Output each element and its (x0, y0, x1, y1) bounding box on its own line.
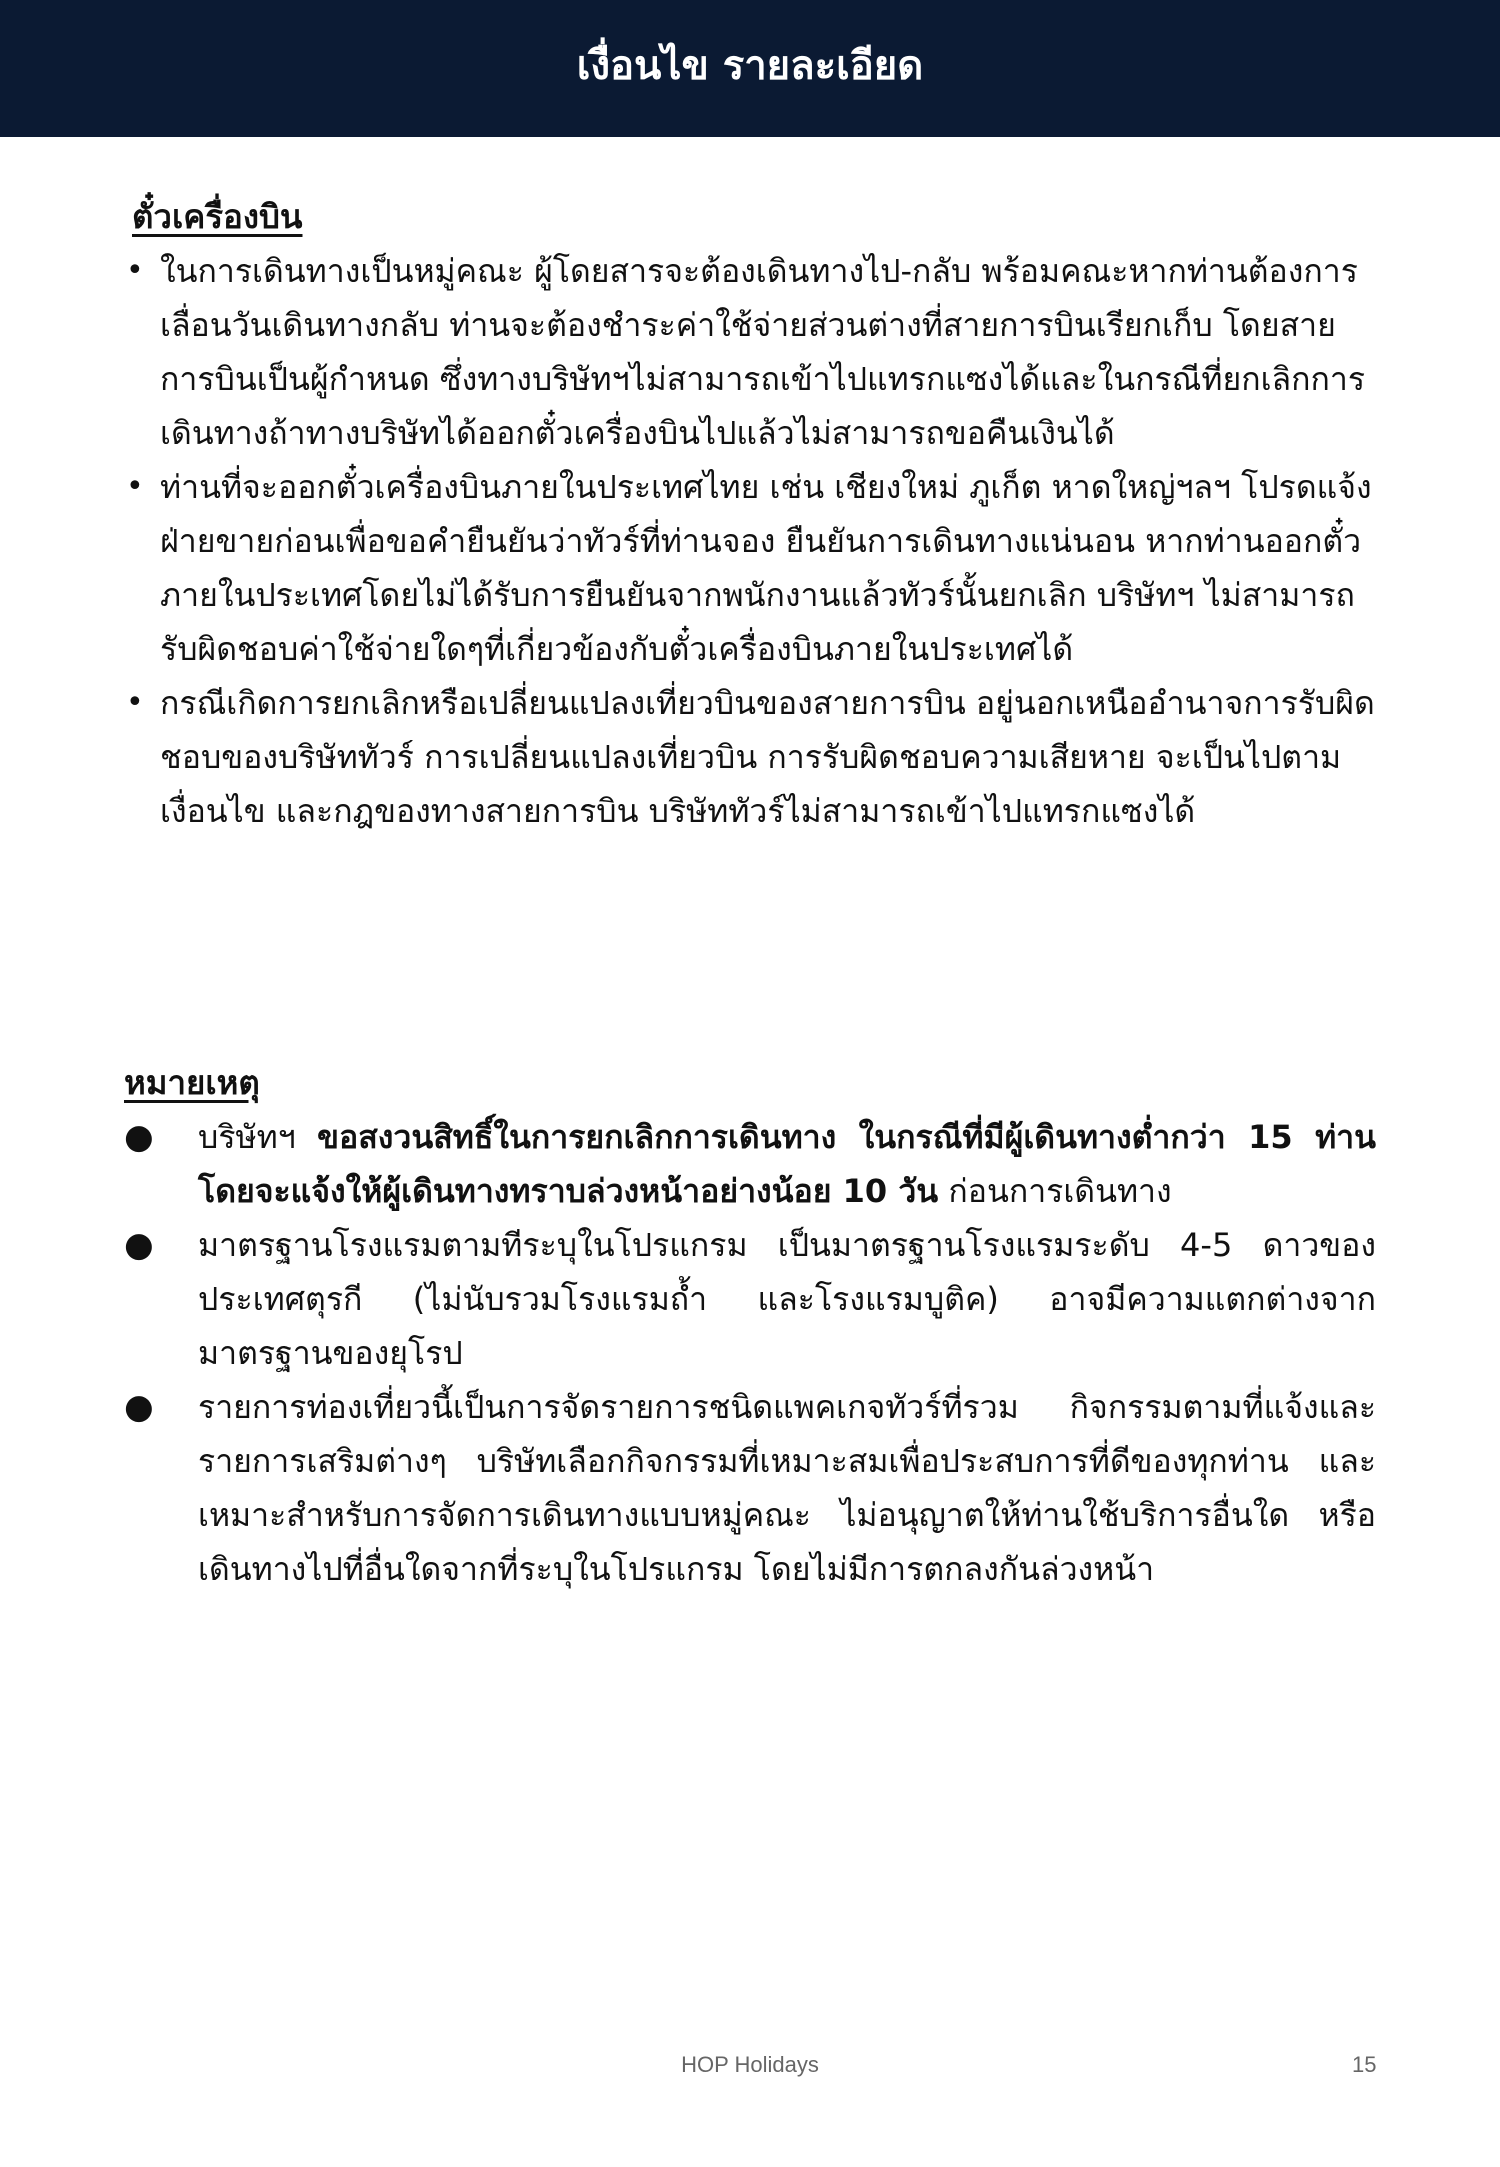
list-item (124, 244, 1376, 460)
list-item-text: มาตรฐานโรงแรมตามทีระบุในโปรแกรม เป็นมาตรฐานโรงแรมระดับ 4-5 ดาวของประเทศตุรกี (ไม่นับรวมโรงแรมถ้ำ และโรงแรมบูติค) อาจมีความแตกต่างจากมาตรฐานของยุโรป (198, 1226, 1376, 1372)
list-item-text: รายการท่องเที่ยวนี้เป็นการจัดรายการชนิดแพคเกจทัวร์ที่รวม กิจกรรมตามที่แจ้งและรายการเสริมต่างๆ บริษัทเลือกกิจกรรมที่เหมาะสมเพื่อประสบการที่ดีของทุกท่าน และเหมาะสำหรับการจัดการเดินทางแบบหมู่คณะ ไม่อนุญาตให้ท่านใช้บริการอื่นใด หรือเดินทางไปที่อื่นใดจากที่ระบุในโปรแกรม โดยไม่มีการตกลงกันล่วงหน้า (198, 1388, 1376, 1588)
list-item (124, 1380, 1376, 1596)
list-item (124, 676, 1376, 838)
list-item (124, 1110, 1376, 1218)
note-bold-text: ขอสงวนสิทธิ์ในการยกเลิกการเดินทาง ในกรณีที่มีผู้เดินทางต่ำกว่า 15 ท่าน โดยจะแจ้งให้ผู้เดินทางทราบล่วงหน้าอย่างน้อย 10 วัน (198, 1118, 1377, 1210)
bullet-icon: • (126, 469, 144, 504)
bullet-icon: ● (124, 1117, 154, 1157)
notes-list (124, 1110, 1376, 1596)
tickets-heading: ตั๋วเครื่องบิน (132, 197, 303, 236)
list-item-text: ในการเดินทางเป็นหมู่คณะ ผู้โดยสารจะต้องเดินทางไป-กลับ พร้อมคณะหากท่านต้องการเลื่อนวันเดินทางกลับ ท่านจะต้องชำระค่าใช้จ่ายส่วนต่างที่สายการบินเรียกเก็บ โดยสายการบินเป็นผู้กำหนด ซึ่งทางบริษัทฯไม่สามารถเข้าไปแทรกแซงได้และในกรณีที่ยกเลิกการเดินทางถ้าทางบริษัทได้ออกตั๋วเครื่องบินไปแล้วไม่สามารถขอคืนเงินได้ (160, 252, 1366, 452)
bullet-icon: • (126, 685, 144, 720)
page-number: 15 (1352, 2052, 1377, 2077)
bullet-icon: • (126, 253, 144, 288)
tickets-section (124, 190, 1376, 838)
bullet-icon: ● (124, 1387, 154, 1427)
list-item (124, 1218, 1376, 1380)
footer-brand: HOP Holidays (681, 2052, 819, 2077)
header-bar (0, 0, 1500, 137)
note-tail-text: ก่อนการเดินทาง (938, 1172, 1172, 1210)
tickets-list (124, 244, 1376, 838)
list-item-text: ท่านที่จะออกตั๋วเครื่องบินภายในประเทศไทย เช่น เชียงใหม่ ภูเก็ต หาดใหญ่ฯลฯ โปรดแจ้งฝ่ายขายก่อนเพื่อขอคำยืนยันว่าทัวร์ที่ท่านจอง ยืนยันการเดินทางแน่นอน หากท่านออกตั๋วภายในประเทศโดยไม่ได้รับการยืนยันจากพนักงานแล้วทัวร์นั้นยกเลิก บริษัทฯ ไม่สามารถรับผิดชอบค่าใช้จ่ายใดๆที่เกี่ยวข้องกับตั๋วเครื่องบินภายในประเทศได้ (160, 468, 1372, 668)
notes-section (124, 1056, 1376, 1596)
note-lead-text: บริษัทฯ (198, 1118, 318, 1156)
bullet-icon: ● (124, 1225, 154, 1265)
list-item (124, 460, 1376, 676)
notes-heading: หมายเหตุ (124, 1063, 260, 1102)
page-title: เงื่อนไข รายละเอียด (576, 42, 924, 89)
list-item-text: กรณีเกิดการยกเลิกหรือเปลี่ยนแปลงเที่ยวบินของสายการบิน อยู่นอกเหนืออำนาจการรับผิดชอบของบริษัททัวร์ การเปลี่ยนแปลงเที่ยวบิน การรับผิดชอบความเสียหาย จะเป็นไปตามเงื่อนไข และกฎของทางสายการบิน บริษัททัวร์ไม่สามารถเข้าไปแทรกแซงได้ (160, 684, 1375, 830)
